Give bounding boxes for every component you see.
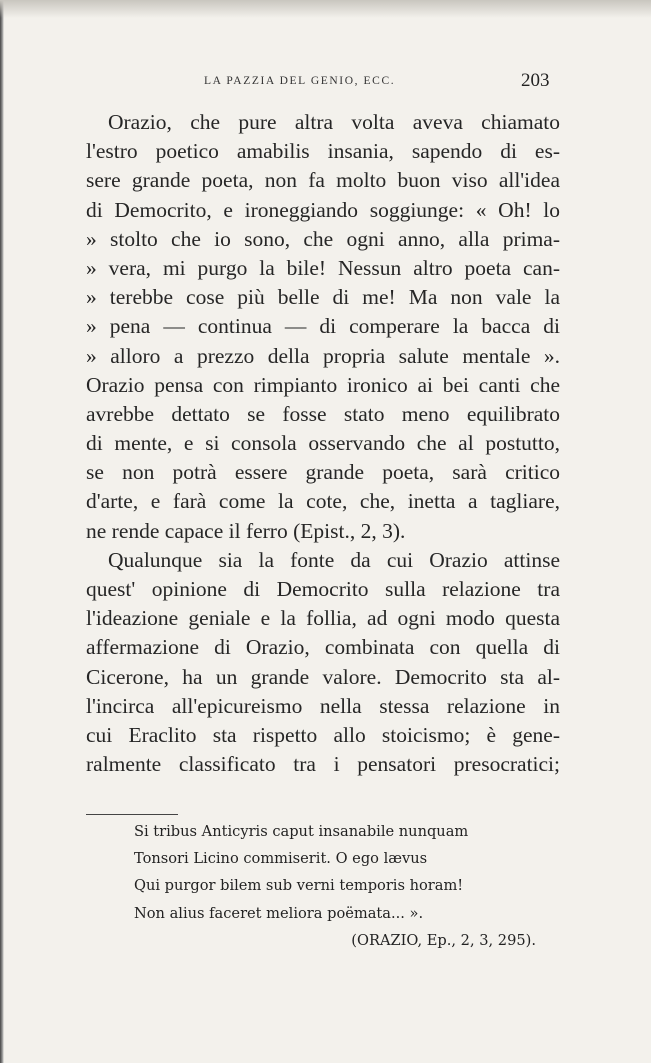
text-line: l'estro poetico amabilis insania, sapendo di es- bbox=[86, 139, 560, 164]
footnote-source: (ORAZIO, Ep., 2, 3, 295). bbox=[351, 931, 536, 949]
footnote-verse-line: Non alius faceret meliora poëmata... ». bbox=[134, 904, 424, 922]
text-line: » terebbe cose più belle di me! Ma non vale la bbox=[86, 285, 560, 310]
text-line: affermazione di Orazio, combinata con quella di bbox=[86, 635, 560, 660]
running-title: LA PAZZIA DEL GENIO, ECC. bbox=[204, 75, 396, 87]
text-line: sere grande poeta, non fa molto buon viso all'idea bbox=[86, 168, 560, 193]
footnote-verse-line: Qui purgor bilem sub verni temporis horam! bbox=[134, 877, 464, 895]
footnote bbox=[134, 818, 554, 954]
text-line: » pena — continua — di comperare la bacca di bbox=[86, 314, 560, 339]
text-line: ralmente classificato tra i pensatori presocratici; bbox=[86, 752, 560, 777]
text-line: se non potrà essere grande poeta, sarà critico bbox=[86, 460, 560, 485]
footnote-verse-line: Tonsori Licino commiserit. O ego lævus bbox=[134, 850, 428, 868]
text-line: » stolto che io sono, che ogni anno, alla prima- bbox=[86, 226, 560, 251]
footnote-rule bbox=[86, 814, 178, 815]
text-line: l'ideazione geniale e la follia, ad ogni modo questa bbox=[86, 606, 560, 631]
text-line: avrebbe dettato se fosse stato meno equilibrato bbox=[86, 401, 560, 426]
text-line: ne rende capace il ferro (Epist., 2, 3). bbox=[86, 518, 406, 543]
footnote-verse-line: Si tribus Anticyris caput insanabile nunquam bbox=[134, 823, 469, 840]
page-top-shadow bbox=[0, 0, 651, 18]
text-line: Qualunque sia la fonte da cui Orazio attinse bbox=[108, 547, 560, 572]
text-line: di mente, e si consola osservando che al postutto, bbox=[86, 431, 560, 456]
page-edge-shadow bbox=[0, 0, 4, 1063]
text-line: d'arte, e farà come la cote, che, inetta a tagliare, bbox=[86, 489, 560, 514]
text-line: di Democrito, e ironeggiando soggiunge: « Oh! lo bbox=[86, 197, 560, 222]
text-line: Orazio, che pure altra volta aveva chiamato bbox=[108, 110, 560, 134]
text-line: Cicerone, ha un grande valore. Democrito sta al- bbox=[86, 664, 560, 689]
text-line: Orazio pensa con rimpianto ironico ai bei canti che bbox=[86, 372, 560, 397]
running-head bbox=[0, 68, 651, 92]
text-line: quest' opinione di Democrito sulla relazione tra bbox=[86, 577, 560, 601]
text-line: l'incirca all'epicureismo nella stessa relazione in bbox=[86, 693, 560, 718]
text-line: cui Eraclito sta rispetto allo stoicismo; è gene- bbox=[86, 722, 560, 747]
page-number: 203 bbox=[521, 70, 550, 91]
body-text bbox=[86, 108, 560, 779]
text-line: » vera, mi purgo la bile! Nessun altro poeta can- bbox=[86, 255, 560, 280]
text-line: » alloro a prezzo della propria salute mentale ». bbox=[86, 343, 560, 368]
